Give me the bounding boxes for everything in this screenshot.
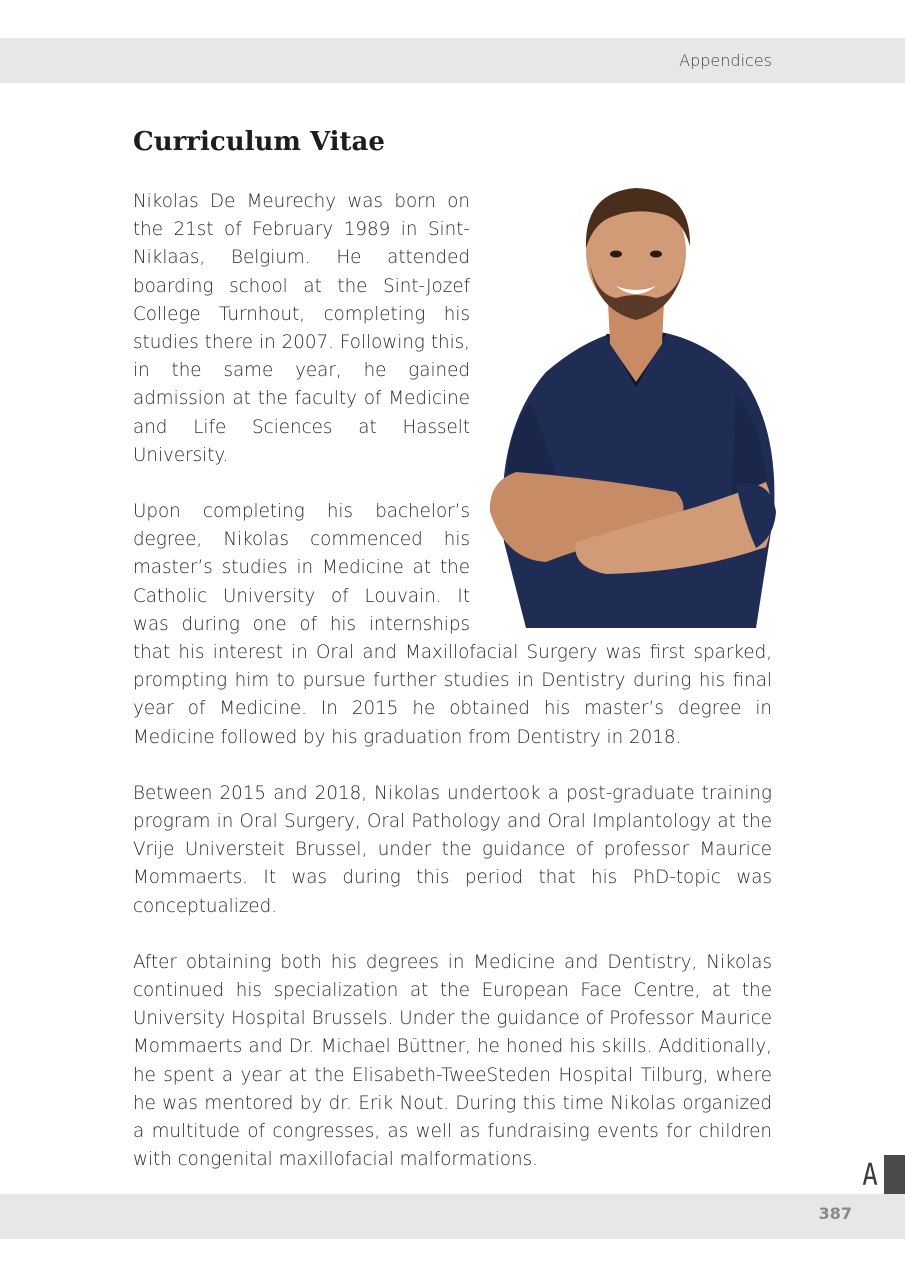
paragraph-specialization: After obtaining both his degrees in Medicine and Dentistry, Nikolas continued his specialization at the European Face Centre, at the University Hospital Brussels. Under the guidance of Professor Maurice Mommaerts and Dr. Michael Büttner, he honed his skills. Additionally, he spent a year at the Elisabeth-TweeSteden Hospital Tilburg, where he was mentored by dr. Erik Nout. During this time Nikolas organized a multitude of congresses, as well as fundraising events for children with congenital maxillofacial malformations. [133, 951, 772, 1171]
section-label: Appendices [679, 51, 772, 70]
appendix-tab-marker [884, 1155, 905, 1194]
footer-band [0, 1194, 905, 1239]
page-title: Curriculum Vitae [133, 127, 385, 157]
paragraph-training: Between 2015 and 2018, Nikolas undertook a post-graduate training program in Oral Surgery, Oral Pathology and Oral Implantology at the Vrije Universteit Brussel, under the guidance of professor Maurice Mommaerts. It was during this period that his PhD-topic was conceptualized. [133, 782, 772, 917]
portrait-photo [486, 182, 778, 628]
paragraph-education: Upon completing his bachelor’s degree, Nikolas commenced his master’s studies in Medicine at the Catholic University of Louvain. It was during one of his internships that his interest in Oral and Maxillofacial Surgery was first sparked, prompting him to pursue further studies in Dentistry during his final year of Medicine. In 2015 he obtained his master’s degree in Medicine followed by his graduation from Dentistry in 2018. [133, 501, 772, 748]
appendix-tab-letter: A [862, 1158, 878, 1193]
page-number: 387 [818, 1204, 852, 1223]
paragraph-birth: Nikolas De Meurechy was born on the 21st of February 1989 in Sint-Niklaas, Belgium. He attended boarding school at the Sint-Jozef College Turnhout, completing his studies there in 2007. Following this, in the same year, he gained admission at the faculty of Medicine and Life Sciences at Hasselt University. [133, 191, 470, 466]
content [133, 122, 772, 1203]
